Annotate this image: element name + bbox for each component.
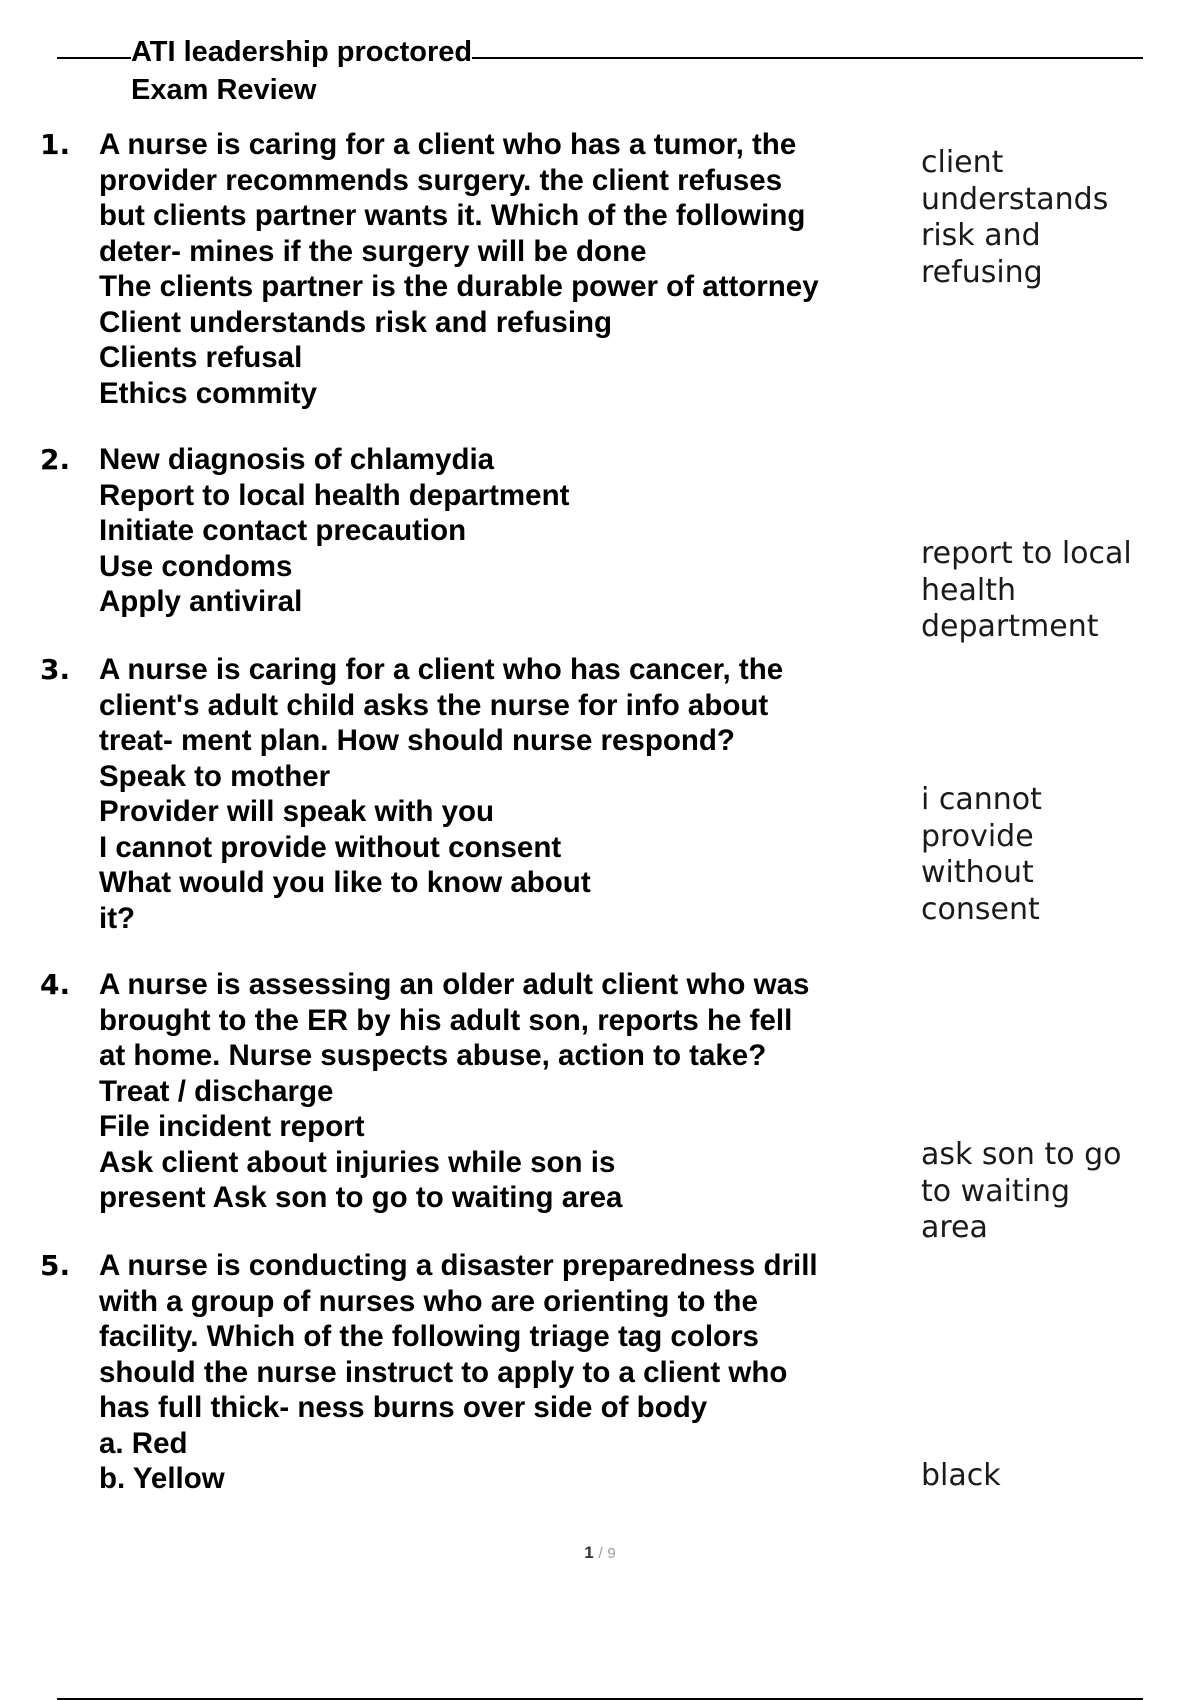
- question-number: 1.: [40, 128, 71, 161]
- option-line: Ask client about injuries while son is: [99, 1145, 616, 1179]
- option-line: Initiate contact precaution: [99, 514, 467, 547]
- answer-1: [921, 145, 1191, 291]
- answer-5: [921, 1458, 1191, 1495]
- question-line: A nurse is assessing an older adult client who was: [99, 968, 810, 1001]
- question-line: has full thick- ness burns over side of body: [99, 1391, 708, 1424]
- answer-3: [921, 782, 1191, 928]
- option-line: The clients partner is the durable power of attorney: [99, 270, 819, 303]
- title-line-1: ATI leadership proctored: [131, 33, 472, 71]
- page-separator: /: [598, 1545, 603, 1562]
- answer-line: provide: [921, 818, 1034, 854]
- option-line: Clients refusal: [99, 341, 303, 374]
- answer-line: department: [921, 609, 1099, 644]
- question-line: should the nurse instruct to apply to a client who: [99, 1355, 788, 1389]
- option-line: Client understands risk and refusing: [99, 305, 613, 339]
- question-line: A nurse is conducting a disaster preparedness drill: [99, 1249, 818, 1282]
- document-title: [131, 33, 472, 109]
- option-line: b. Yellow: [99, 1462, 225, 1495]
- question-text: [99, 967, 939, 1216]
- question-line: with a group of nurses who are orienting to the: [99, 1284, 758, 1318]
- answer-line: report to local: [921, 536, 1132, 571]
- question-line: at home. Nurse suspects abuse, action to take?: [99, 1039, 767, 1072]
- title-line-2: Exam Review: [131, 74, 317, 106]
- current-page: 1: [584, 1543, 594, 1562]
- question-line: New diagnosis of chlamydia: [99, 443, 495, 476]
- option-line: Use condoms: [99, 549, 293, 583]
- option-line: I cannot provide without consent: [99, 830, 562, 864]
- question-number: 3.: [40, 653, 71, 686]
- question-number: 5.: [40, 1249, 71, 1282]
- answer-line: health: [921, 572, 1016, 608]
- question-text: [99, 127, 939, 411]
- answer-line: area: [921, 1210, 988, 1245]
- question-line: provider recommends surgery. the client refuses: [99, 163, 783, 197]
- question-line: facility. Which of the following triage tag colors: [99, 1320, 759, 1353]
- option-line: Ethics commity: [99, 376, 318, 410]
- question-line: brought to the ER by his adult son, reports he fell: [99, 1003, 793, 1037]
- answer-line: consent: [921, 891, 1040, 927]
- page-indicator: [0, 1543, 1200, 1563]
- option-line: Apply antiviral: [99, 585, 303, 618]
- question-line: A nurse is caring for a client who has a tumor, the: [99, 128, 797, 161]
- question-text: [99, 1248, 939, 1497]
- question-line: client's adult child asks the nurse for info about: [99, 688, 769, 722]
- option-line: Speak to mother: [99, 759, 331, 793]
- answer-4: [921, 1137, 1191, 1247]
- option-line: Provider will speak with you: [99, 795, 495, 828]
- question-line: treat- ment plan. How should nurse respond?: [99, 724, 735, 757]
- answer-line: risk and: [921, 218, 1041, 253]
- question-number: 2.: [40, 443, 71, 476]
- option-line: it?: [99, 901, 136, 935]
- total-pages: 9: [607, 1545, 616, 1562]
- answer-2: [921, 536, 1191, 646]
- option-line: Treat / discharge: [99, 1074, 334, 1108]
- answer-line: without: [921, 855, 1034, 890]
- answer-line: to waiting: [921, 1173, 1071, 1209]
- answer-line: ask son to go: [921, 1137, 1122, 1172]
- answer-line: understands: [921, 181, 1109, 217]
- option-line: a. Red: [99, 1426, 188, 1460]
- answer-line: black: [921, 1458, 1001, 1493]
- question-line: deter- mines if the surgery will be done: [99, 234, 647, 268]
- option-line: What would you like to know about: [99, 866, 591, 899]
- answer-line: refusing: [921, 254, 1043, 290]
- question-line: but clients partner wants it. Which of the following: [99, 199, 806, 232]
- question-line: A nurse is caring for a client who has cancer, the: [99, 653, 784, 686]
- question-text: [99, 652, 939, 936]
- answer-line: i cannot: [921, 782, 1042, 817]
- question-text: [99, 442, 939, 620]
- option-line: Report to local health department: [99, 478, 570, 512]
- option-line: present Ask son to go to waiting area: [99, 1181, 623, 1214]
- question-number: 4.: [40, 968, 71, 1001]
- option-line: File incident report: [99, 1110, 365, 1143]
- answer-line: client: [921, 145, 1004, 180]
